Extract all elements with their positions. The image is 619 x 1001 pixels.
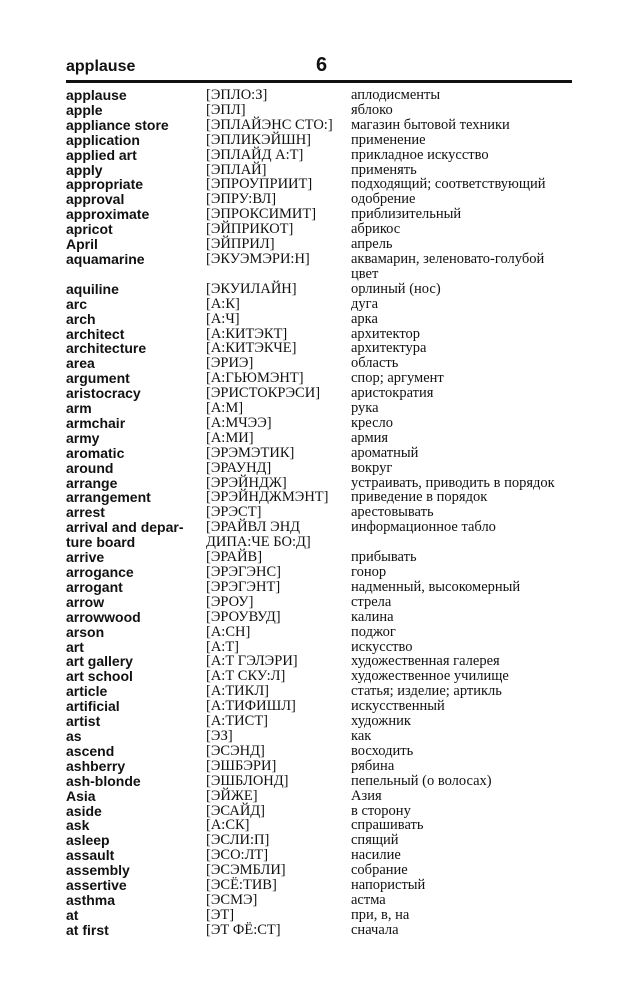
dictionary-entry — [66, 714, 586, 729]
entry-translation: архитектор — [351, 325, 420, 342]
entry-pronunciation: [ЭТ ФЁ:СТ] — [206, 921, 281, 938]
dictionary-entry — [66, 774, 586, 789]
entry-translation: армия — [351, 429, 389, 446]
entry-translation: архитектура — [351, 340, 427, 357]
entry-word: assertive — [66, 877, 127, 894]
entry-pronunciation: [А:КИТЭКТ] — [206, 325, 288, 342]
dictionary-entry — [66, 297, 586, 312]
dictionary-entry — [66, 893, 586, 908]
entry-pronunciation: [ЭСЛИ:П] — [206, 832, 270, 849]
dictionary-entry — [66, 759, 586, 774]
entry-pronunciation: [ЭРЭЙНДЖ] — [206, 474, 287, 491]
entry-pronunciation: [ЭЙЖЕ] — [206, 787, 258, 804]
entry-pronunciation: [ЭПРОКСИМИТ] — [206, 206, 317, 223]
entry-word: aristocracy — [66, 385, 141, 402]
dictionary-entry — [66, 505, 586, 520]
entry-word: ask — [66, 817, 90, 834]
dictionary-entry — [66, 222, 586, 237]
entry-translation: кресло — [351, 414, 394, 431]
entry-pronunciation: [А:Ч] — [206, 310, 240, 327]
dictionary-entry — [66, 371, 586, 386]
entry-translation: в сторону — [351, 802, 411, 819]
entry-pronunciation: [ЭПЛО:З] — [206, 87, 268, 103]
entry-word: aside — [66, 802, 102, 819]
entry-word: arrangement — [66, 489, 151, 506]
dictionary-entry — [66, 252, 586, 267]
entry-word: art school — [66, 668, 133, 685]
dictionary-entry — [66, 192, 586, 207]
entry-pronunciation: [ЭРАЙВЛ ЭНД — [206, 519, 301, 536]
entry-translation: подходящий; соответствующий — [351, 176, 546, 193]
entry-translation: яблоко — [351, 101, 393, 118]
entry-translation: как — [351, 727, 372, 744]
entry-word: arrest — [66, 504, 105, 521]
entry-pronunciation: [А:СН] — [206, 623, 251, 640]
entry-translation: спор; аргумент — [351, 370, 444, 387]
entry-pronunciation: [ЭСО:ЛТ] — [206, 847, 269, 864]
entry-word: ashberry — [66, 757, 126, 774]
entry-pronunciation: [ЭПРОУПРИИТ] — [206, 176, 313, 193]
dictionary-entry — [66, 550, 586, 565]
entry-pronunciation: [ЭСЭНД] — [206, 742, 265, 759]
entry-pronunciation: [ЭРЭЙНДЖМЭНТ] — [206, 489, 329, 506]
entry-word: aquiline — [66, 280, 119, 297]
entry-translation: сначала — [351, 921, 399, 938]
entry-pronunciation: [ЭРЭМЭТИК] — [206, 444, 295, 461]
entry-translation: арестовывать — [351, 504, 434, 521]
dictionary-entry — [66, 103, 586, 118]
entry-translation: насилие — [351, 847, 401, 864]
entry-word: ash-blonde — [66, 772, 141, 789]
entry-word: assault — [66, 847, 115, 864]
dictionary-entry — [66, 923, 586, 938]
entry-pronunciation: [ЭПЛАЙЭНС СТО:] — [206, 116, 333, 133]
dictionary-entry — [66, 118, 586, 133]
entry-word: architect — [66, 325, 125, 342]
entry-translation: напористый — [351, 877, 426, 894]
entry-word: appropriate — [66, 176, 144, 193]
entry-word: arrival and depar- — [66, 519, 184, 536]
entry-translation: гонор — [351, 564, 387, 580]
entry-pronunciation: [А:МЧЭЭ] — [206, 414, 272, 431]
entry-pronunciation: [ЭКУИЛАЙН] — [206, 280, 297, 297]
entry-word: April — [66, 236, 98, 253]
dictionary-entry — [66, 908, 586, 923]
entry-translation: арка — [351, 310, 378, 327]
entry-word: arrow — [66, 593, 105, 610]
running-headword: applause — [66, 58, 136, 75]
entry-translation: статья; изделие; артикль — [351, 683, 502, 700]
entry-translation: ароматный — [351, 444, 419, 461]
entry-word: arch — [66, 310, 96, 327]
entry-word: assembly — [66, 862, 130, 879]
dictionary-entry — [66, 789, 586, 804]
entry-translation: спящий — [351, 832, 399, 849]
entry-translation: стрела — [351, 593, 392, 610]
dictionary-entry — [66, 625, 586, 640]
entry-translation: художник — [351, 713, 411, 730]
entry-translation: рябина — [351, 757, 395, 774]
dictionary-entry — [66, 878, 586, 893]
dictionary-entry — [66, 327, 586, 342]
dictionary-entry — [66, 282, 586, 297]
dictionary-entry-continuation — [66, 267, 586, 282]
entry-pronunciation: [А:ТИКЛ] — [206, 683, 269, 700]
entry-word: ascend — [66, 742, 115, 759]
entry-translation: при, в, на — [351, 906, 410, 923]
entry-word: approximate — [66, 206, 150, 223]
entry-pronunciation: [ЭРЭСТ] — [206, 504, 262, 521]
entry-translation: собрание — [351, 862, 408, 879]
entry-word: arc — [66, 295, 88, 312]
entry-word: aromatic — [66, 444, 125, 461]
entry-word: at — [66, 906, 79, 923]
entry-word: architecture — [66, 340, 147, 357]
entry-pronunciation: [А:ГЬЮМЭНТ] — [206, 370, 304, 387]
entry-word: around — [66, 459, 114, 476]
dictionary-entry — [66, 610, 586, 625]
entry-translation: применение — [351, 131, 426, 148]
entry-word: at first — [66, 921, 109, 938]
dictionary-entry — [66, 207, 586, 222]
dictionary-entry — [66, 88, 586, 103]
entry-pronunciation-continuation: ДИПА:ЧЕ БО:Д] — [206, 534, 311, 551]
entry-word: arrogance — [66, 564, 134, 580]
entry-word: asleep — [66, 832, 110, 849]
entry-pronunciation: [ЭРЭГЭНС] — [206, 564, 281, 580]
entry-pronunciation: [А:К] — [206, 295, 240, 312]
entry-word: applied art — [66, 146, 137, 163]
entry-pronunciation: [ЭПЛАЙ] — [206, 161, 267, 178]
dictionary-entry — [66, 833, 586, 848]
dictionary-entry — [66, 804, 586, 819]
entry-word: artificial — [66, 698, 120, 715]
entry-translation: информационное табло — [351, 519, 496, 536]
entry-pronunciation: [ЭРОУВУД] — [206, 608, 281, 625]
entry-pronunciation: [А:СК] — [206, 817, 250, 834]
dictionary-entry — [66, 416, 586, 431]
dictionary-entry — [66, 446, 586, 461]
dictionary-entry — [66, 148, 586, 163]
entry-word: art — [66, 638, 84, 655]
entry-translation: абрикос — [351, 221, 401, 238]
dictionary-entry — [66, 863, 586, 878]
entry-pronunciation: [А:МИ] — [206, 429, 254, 446]
dictionary-entry — [66, 386, 586, 401]
dictionary-entries — [66, 88, 586, 938]
entry-translation: орлиный (нос) — [351, 280, 441, 297]
entry-word: area — [66, 355, 95, 372]
dictionary-entry — [66, 654, 586, 669]
entry-translation: апрель — [351, 236, 393, 253]
dictionary-entry — [66, 133, 586, 148]
entry-pronunciation: [ЭКУЭМЭРИ:Н] — [206, 250, 310, 267]
entry-pronunciation: [ЭРИСТОКРЭСИ] — [206, 385, 321, 402]
entry-translation: аплодисменты — [351, 87, 441, 103]
dictionary-entry — [66, 684, 586, 699]
entry-word: aquamarine — [66, 250, 145, 267]
entry-translation: астма — [351, 891, 386, 908]
entry-word: army — [66, 429, 100, 446]
entry-word: apricot — [66, 221, 113, 238]
entry-word: arrogant — [66, 578, 123, 595]
dictionary-entry — [66, 401, 586, 416]
entry-translation: прибывать — [351, 549, 417, 566]
dictionary-entry — [66, 312, 586, 327]
entry-pronunciation: [А:Т ГЭЛЭРИ] — [206, 653, 298, 670]
entry-translation: приблизительный — [351, 206, 462, 223]
entry-pronunciation: [ЭРАЙВ] — [206, 549, 263, 566]
dictionary-entry — [66, 729, 586, 744]
entry-pronunciation: [ЭСАЙД] — [206, 802, 266, 819]
entry-pronunciation: [ЭСЁ:ТИВ] — [206, 877, 277, 894]
entry-pronunciation: [А:Т] — [206, 638, 240, 655]
dictionary-entry — [66, 237, 586, 252]
entry-translation: аквамарин, зеленовато-голубой — [351, 250, 545, 267]
entry-word: appliance store — [66, 116, 169, 133]
entry-translation: рука — [351, 400, 379, 417]
entry-translation: искусство — [351, 638, 413, 655]
entry-word: as — [66, 727, 82, 744]
dictionary-entry — [66, 848, 586, 863]
entry-pronunciation: [ЭПРУ:ВЛ] — [206, 191, 277, 208]
entry-word: article — [66, 683, 108, 700]
entry-translation: дуга — [351, 295, 379, 312]
page-number: 6 — [316, 54, 328, 76]
entry-word: argument — [66, 370, 130, 387]
entry-pronunciation: [ЭТ] — [206, 906, 235, 923]
dictionary-entry — [66, 565, 586, 580]
dictionary-entry — [66, 341, 586, 356]
entry-pronunciation: [А:М] — [206, 400, 244, 417]
dictionary-entry — [66, 818, 586, 833]
entry-pronunciation: [ЭЙПРИКОТ] — [206, 221, 294, 238]
entry-word-continuation: ture board — [66, 534, 136, 551]
dictionary-entry-continuation — [66, 535, 586, 550]
entry-translation: восходить — [351, 742, 414, 759]
entry-translation: прикладное искусство — [351, 146, 489, 163]
entry-word: arson — [66, 623, 105, 640]
entry-translation-continuation: цвет — [351, 265, 379, 282]
entry-translation: область — [351, 355, 399, 372]
entry-pronunciation: [А:КИТЭКЧЕ] — [206, 340, 297, 357]
entry-translation: надменный, высокомерный — [351, 578, 521, 595]
dictionary-entry — [66, 580, 586, 595]
entry-translation: вокруг — [351, 459, 393, 476]
entry-word: application — [66, 131, 140, 148]
dictionary-entry — [66, 520, 586, 535]
dictionary-entry — [66, 431, 586, 446]
entry-word: approval — [66, 191, 125, 208]
entry-word: Asia — [66, 787, 96, 804]
entry-translation: приведение в порядок — [351, 489, 488, 506]
dictionary-entry — [66, 744, 586, 759]
entry-word: arrowwood — [66, 608, 141, 625]
entry-word: asthma — [66, 891, 116, 908]
entry-translation: спрашивать — [351, 817, 424, 834]
dictionary-entry — [66, 356, 586, 371]
entry-translation: одобрение — [351, 191, 416, 208]
entry-translation: Азия — [351, 787, 382, 804]
entry-pronunciation: [ЭСЭМБЛИ] — [206, 862, 286, 879]
dictionary-entry — [66, 640, 586, 655]
entry-pronunciation: [ЭРЭГЭНТ] — [206, 578, 281, 595]
page-header — [66, 56, 572, 80]
entry-translation: художественная галерея — [351, 653, 500, 670]
header-rule — [66, 80, 572, 83]
dictionary-entry — [66, 461, 586, 476]
dictionary-entry — [66, 177, 586, 192]
entry-translation: искусственный — [351, 698, 445, 715]
entry-pronunciation: [ЭРОУ] — [206, 593, 254, 610]
entry-translation: пепельный (о волосах) — [351, 772, 492, 789]
entry-pronunciation: [ЭЗ] — [206, 727, 233, 744]
entry-word: apple — [66, 101, 103, 118]
entry-word: arrange — [66, 474, 118, 491]
entry-pronunciation: [ЭШБЭРИ] — [206, 757, 277, 774]
entry-word: artist — [66, 713, 101, 730]
entry-pronunciation: [ЭПЛАЙД А:Т] — [206, 146, 304, 163]
entry-pronunciation: [ЭЙПРИЛ] — [206, 236, 275, 253]
dictionary-entry — [66, 595, 586, 610]
entry-pronunciation: [ЭРИЭ] — [206, 355, 254, 372]
entry-translation: магазин бытовой техники — [351, 116, 510, 133]
entry-word: arm — [66, 400, 92, 417]
entry-pronunciation: [ЭШБЛОНД] — [206, 772, 289, 789]
entry-translation: аристократия — [351, 385, 434, 402]
entry-pronunciation: [А:ТИСТ] — [206, 713, 269, 730]
entry-translation: художественное училище — [351, 668, 509, 685]
entry-pronunciation: [ЭПЛ] — [206, 101, 246, 118]
entry-word: applause — [66, 87, 127, 103]
entry-pronunciation: [А:Т СКУ:Л] — [206, 668, 286, 685]
entry-word: arrive — [66, 549, 105, 566]
dictionary-entry — [66, 163, 586, 178]
entry-word: apply — [66, 161, 103, 178]
dictionary-entry — [66, 669, 586, 684]
entry-pronunciation: [ЭРАУНД] — [206, 459, 272, 476]
entry-translation: применять — [351, 161, 417, 178]
entry-pronunciation: [А:ТИФИШЛ] — [206, 698, 296, 715]
entry-translation: устраивать, приводить в порядок — [351, 474, 555, 491]
entry-translation: калина — [351, 608, 394, 625]
dictionary-entry — [66, 490, 586, 505]
dictionary-entry — [66, 699, 586, 714]
entry-pronunciation: [ЭПЛИКЭЙШН] — [206, 131, 311, 148]
entry-translation: поджог — [351, 623, 396, 640]
entry-word: art gallery — [66, 653, 133, 670]
entry-pronunciation: [ЭСМЭ] — [206, 891, 258, 908]
entry-word: armchair — [66, 414, 126, 431]
